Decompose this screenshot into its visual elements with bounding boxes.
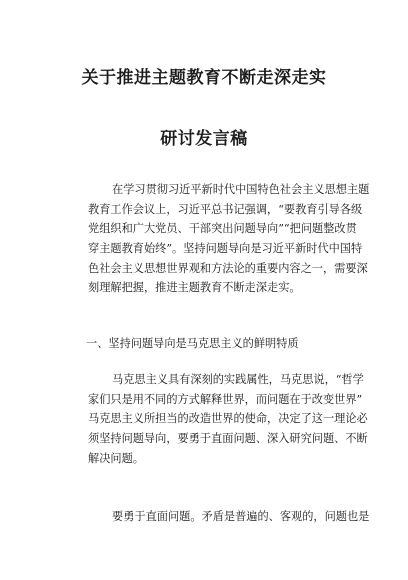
section-heading <box>86 334 366 354</box>
paragraph-line: 马克思主义所担当的改造世界的使命，决定了这一理论必 <box>88 412 368 426</box>
paragraph-section1 <box>88 370 368 468</box>
paragraph-line: 党组织和广大党员、干部突出问题导向”“把问题整改贯 <box>88 222 357 236</box>
paragraph-line: 在学习贯彻习近平新时代中国特色社会主义思想主题 <box>112 183 370 196</box>
paragraph-continued <box>88 507 368 527</box>
section-heading-text: 一、坚持问题导向是马克思主义的鲜明特质 <box>86 337 299 350</box>
paragraph-line: 家们只是用不同的方式解释世界，而问题在于改变世界” <box>88 392 363 406</box>
document-subtitle: 研讨发言稿 <box>160 129 248 149</box>
paragraph-line: 色社会主义思想世界观和方法论的重要内容之一，需要深 <box>88 261 368 275</box>
document-title: 关于推进主题教育不断走深走实 <box>81 68 327 88</box>
paragraph-line: 须坚持问题导向，要勇于直面问题、深入研究问题、不断 <box>88 432 368 446</box>
paragraph-line: 马克思主义具有深刻的实践属性，马克思说，“哲学 <box>112 373 364 386</box>
paragraph-line: 要勇于直面问题。矛盾是普遍的、客观的，问题也是 <box>112 510 370 523</box>
paragraph-line: 穿主题教育始终”。坚持问题导向是习近平新时代中国特 <box>88 242 363 256</box>
paragraph-line: 刻理解把握，推进主题教育不断走深走实。 <box>88 281 301 295</box>
paragraph-line: 解决问题。 <box>88 451 144 465</box>
paragraph-intro <box>88 180 368 298</box>
paragraph-line: 教育工作会议上，习近平总书记强调，“要教育引导各级 <box>88 202 363 216</box>
